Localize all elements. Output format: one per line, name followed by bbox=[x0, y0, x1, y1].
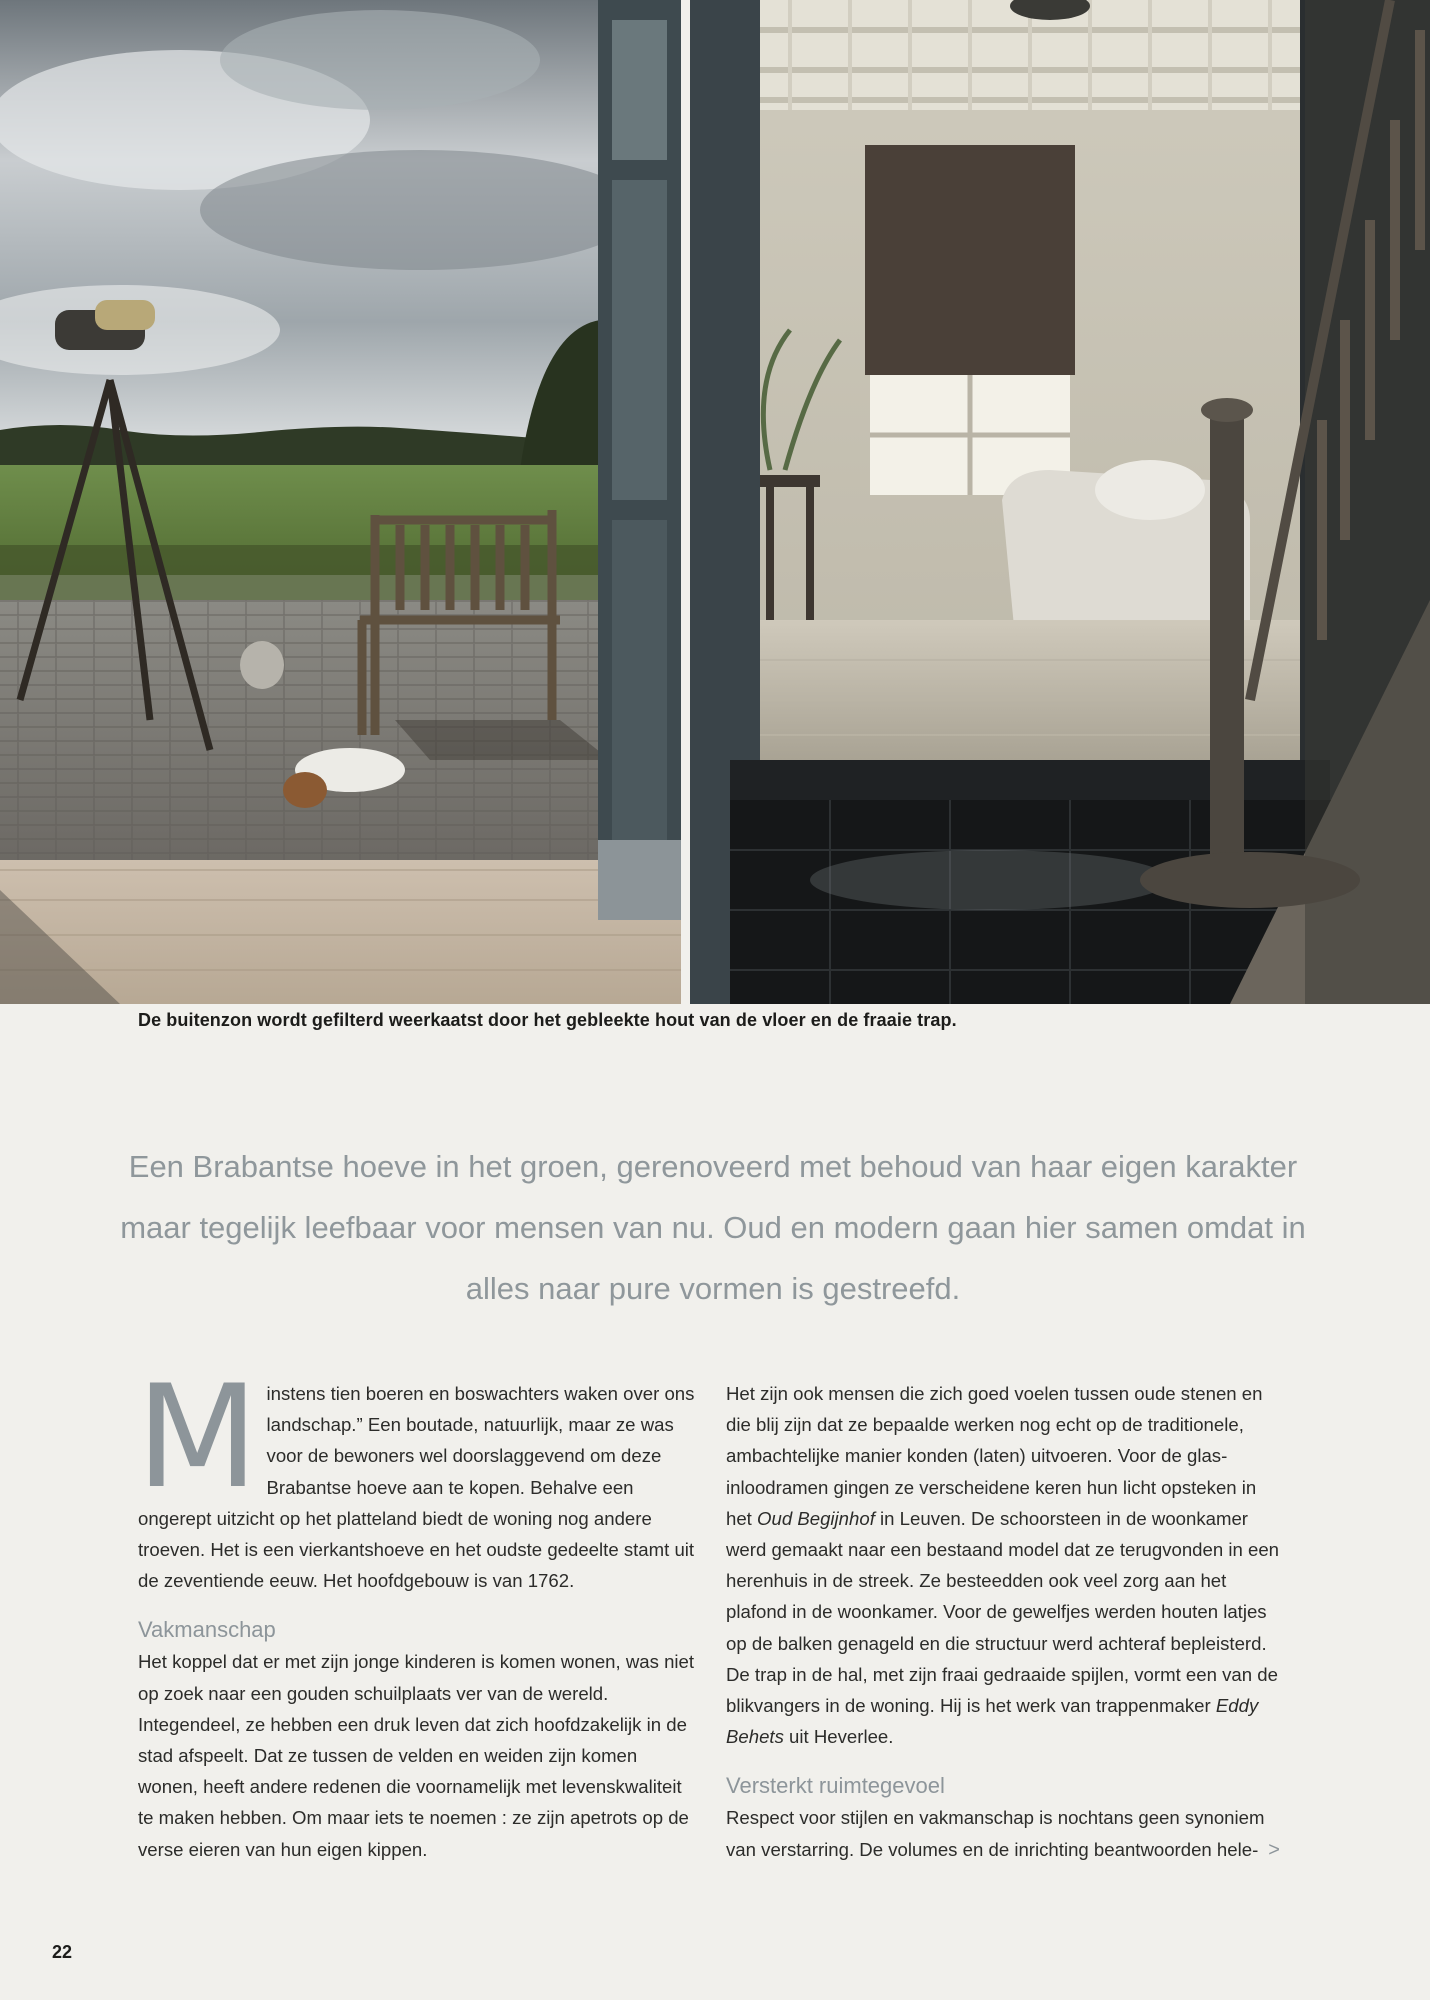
opening-text: instens tien boeren en boswachters waken over ons landschap.” Een boutade, natuurlijk, maar ze was voor de bewoners wel doorslaggevend om deze Brabantse hoeve aan te kopen. Behalve een ongerept uitzicht op het platteland biedt de woning nog andere troeven. Het is een vierkantshoeve en het oudste gedeelte stamt uit de zeventiende eeuw. Het hoofdgebouw is van 1762. bbox=[138, 1383, 695, 1592]
eddy-behets-name: Eddy Behets bbox=[726, 1695, 1259, 1748]
intro-paragraph: Een Brabantse hoeve in het groen, gerenoveerd met behoud van haar eigen karakter maar tegelijk leefbaar voor mensen van nu. Oud en modern gaan hier samen omdat in alles naar pure vormen is gestreefd. bbox=[120, 1149, 1306, 1306]
paragraph-4-text: Respect voor stijlen en vakmanschap is nochtans geen synoniem van verstarring. De volumes en de inrichting beantwoorden hele- bbox=[726, 1807, 1265, 1860]
page-number: 22 bbox=[52, 1942, 73, 1962]
interior-hall-photo bbox=[690, 0, 1430, 1004]
article-column-left bbox=[136, 1355, 700, 1865]
oud-begijnhof-name: Oud Begijnhof bbox=[757, 1507, 875, 1529]
paragraph-3 bbox=[726, 1378, 1286, 1752]
photo-caption: De buitenzon wordt gefilterd weerkaatst door het gebleekte hout van de vloer en de fraaie trap. bbox=[138, 1010, 957, 1030]
paragraph-3-part-c: uit Heverlee. bbox=[783, 1726, 894, 1748]
paragraph-3-part-b: in Leuven. De schoorsteen in de woonkamer werd gemaakt naar een bestaand model dat ze terugvonden in een herenhuis in de streek. Ze besteedden ook veel zorg aan het plafond in de woonkamer. Voor de gewelfjes werden houten latjes op de balken genageld en die structuur werd achteraf bepleisterd. De trap in de hal, met zijn fraai gedraaide spijlen, vormt een van de blikvangers in de woning. Hij is het werk van trappenmaker bbox=[726, 1507, 1280, 1717]
subhead-versterkt-ruimtegevoel: Versterkt ruimtegevoel bbox=[726, 1773, 945, 1799]
article-column-right bbox=[726, 1378, 1286, 1866]
opening-paragraph bbox=[136, 1355, 700, 1596]
paragraph-2: Het koppel dat er met zijn jonge kinderen is komen wonen, was niet op zoek naar een gouden schuilplaats ver van de wereld. Integendeel, ze hebben een druk leven dat zich hoofdzakelijk in de stad afspeelt. Dat ze tussen de velden en weiden zijn komen wonen, heeft andere redenen die voornamelijk met levenskwaliteit te maken hebben. Om maar iets te noemen : ze zijn apetrots op de verse eieren van hun eigen kippen. bbox=[138, 1651, 695, 1860]
continue-arrow-icon: > bbox=[1268, 1838, 1280, 1861]
paragraph-3-part-a: Het zijn ook mensen die zich goed voelen tussen oude stenen en die blij zijn dat ze bepaalde werken nog echt op de traditionele, ambachtelijke manier konden (laten) uitvoeren. Voor de glas-inloodramen gingen ze verscheidene keren hun licht opsteken in het bbox=[726, 1383, 1263, 1529]
terrace-view-photo bbox=[0, 0, 681, 1004]
subhead-vakmanschap: Vakmanschap bbox=[138, 1617, 276, 1643]
paragraph-4 bbox=[726, 1802, 1286, 1865]
dropcap: M bbox=[136, 1355, 255, 1520]
